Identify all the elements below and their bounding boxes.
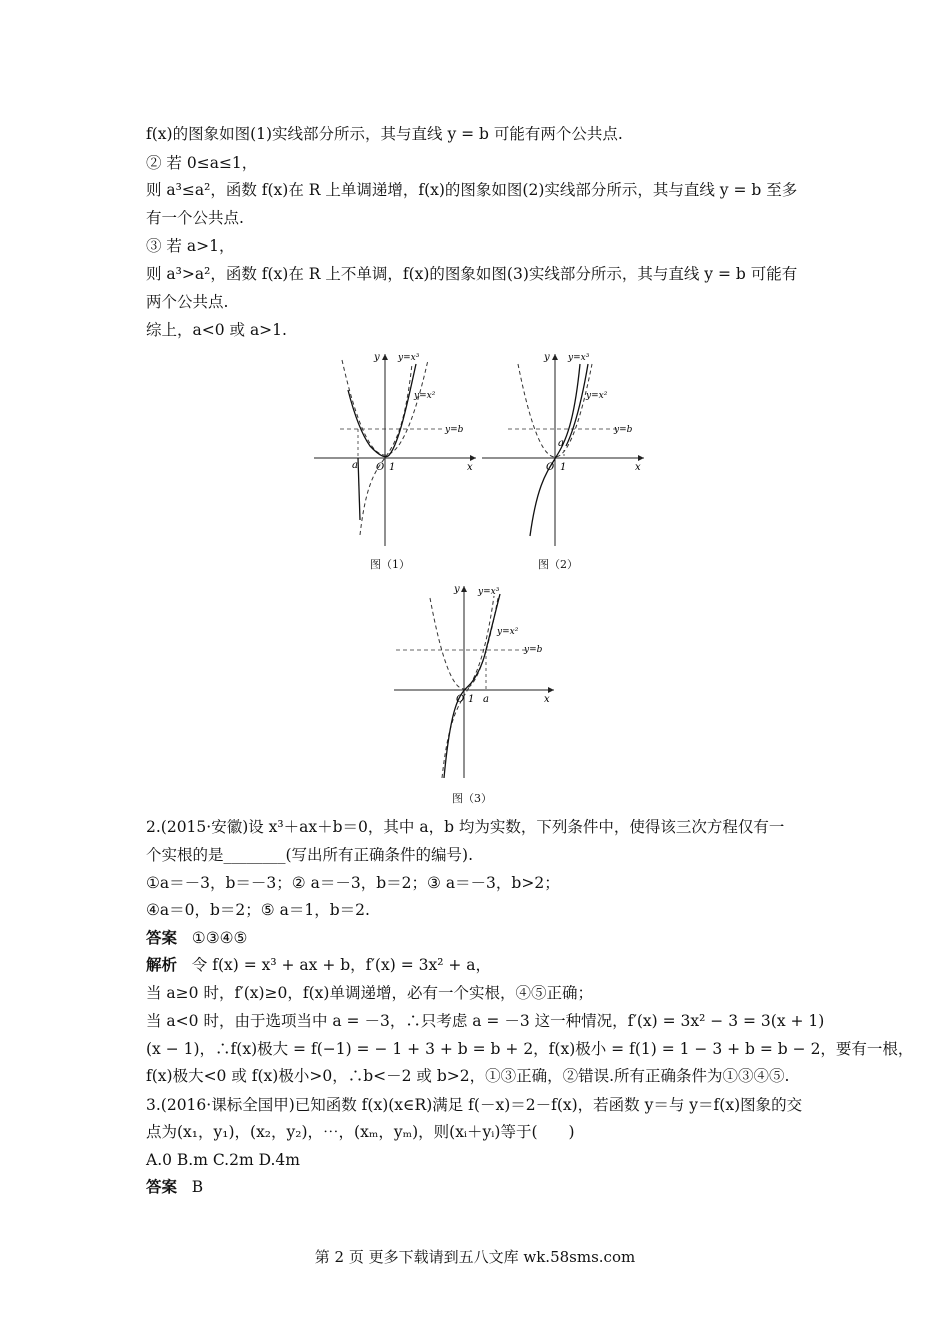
origin-label: O: [546, 462, 555, 473]
caption-figure-1: 图（1）: [370, 558, 410, 571]
text-line: 则 a³≤a²，函数 f(x)在 R 上单调递增，f(x)的图象如图(2)实线部分所示，其与直线 y = b 至多: [146, 181, 798, 199]
cube-curve-label: y=x³: [568, 353, 590, 363]
line-b-label: y=b: [445, 425, 464, 435]
x-axis-label: x: [544, 694, 550, 705]
square-curve-label: y=x²: [586, 391, 608, 401]
text-line: ② 若 0≤a≤1，: [146, 154, 258, 172]
square-curve-label: y=x²: [497, 627, 519, 637]
analysis-text: f(x)极大<0 或 f(x)极小>0，∴b<－2 或 b>2，①③正确，②错误.所有正确条件为①③④⑤.: [146, 1067, 790, 1085]
tick-one-label: 1: [560, 462, 567, 473]
caption-figure-2: 图（2）: [538, 558, 578, 571]
text-line: 综上，a<0 或 a>1.: [146, 321, 287, 339]
figure-2: [478, 350, 648, 550]
analysis-text: 当 a<0 时，由于选项当中 a = －3，∴只考虑 a = －3 这一种情况，f′(x) = 3x² − 3 = 3(x + 1): [146, 1012, 825, 1030]
problem-3-text: 点为(x₁，y₁)，(x₂，y₂)，⋯，(xₘ，yₘ)，则(xᵢ＋yᵢ)等于( ): [146, 1123, 575, 1141]
problem-2-options: ①a＝－3，b＝－3；② a＝－3，b＝2；③ a＝－3，b>2；: [146, 874, 560, 892]
y-axis-label: y: [544, 352, 550, 363]
x-axis-label: x: [635, 462, 641, 473]
analysis-label: 解析: [146, 955, 178, 974]
figure-1: [310, 350, 480, 550]
page-footer: 第 2 页 更多下载请到五八文库 wk.58sms.com: [314, 1248, 636, 1266]
square-curve-label: y=x²: [414, 391, 436, 401]
a-label: a: [483, 694, 489, 705]
origin-label: O: [456, 694, 465, 705]
a-label: a: [352, 460, 358, 471]
problem-2-text: 2.(2015·安徽)设 x³＋ax＋b＝0，其中 a，b 均为实数，下列条件中，使得该三次方程仅有一: [146, 818, 785, 836]
tick-one-label: 1: [468, 694, 475, 705]
text-line: 则 a³>a²，函数 f(x)在 R 上不单调，f(x)的图象如图(3)实线部分所示，其与直线 y = b 可能有: [146, 265, 798, 283]
problem-2-text: 个实根的是________(写出所有正确条件的编号).: [146, 846, 474, 864]
problem-3-text: 3.(2016·课标全国甲)已知函数 f(x)(x∈R)满足 f(－x)＝2－f(x)，若函数 y＝与 y＝f(x)图象的交: [146, 1096, 803, 1114]
text-line: ③ 若 a>1，: [146, 237, 235, 255]
problem-3-answer: [146, 1177, 203, 1197]
answer-label: 答案: [146, 1177, 178, 1196]
y-axis-label: y: [454, 584, 460, 595]
figure-3: [392, 582, 562, 782]
analysis-text: (x − 1)，∴f(x)极大 = f(−1) = − 1 + 3 + b = b + 2，f(x)极小 = f(1) = 1 − 3 + b = b − 2，要有一根，: [146, 1040, 914, 1058]
a-label: a: [558, 438, 564, 449]
answer-value: B: [191, 1178, 204, 1196]
line-b-label: y=b: [614, 425, 633, 435]
tick-one-label: 1: [389, 462, 396, 473]
cube-curve-label: y=x³: [398, 353, 420, 363]
cube-curve-label: y=x³: [478, 587, 500, 597]
y-axis-label: y: [374, 352, 380, 363]
line-b-label: y=b: [524, 645, 543, 655]
problem-2-analysis: [146, 955, 491, 975]
problem-3-options: A.0 B.m C.2m D.4m: [146, 1151, 300, 1169]
caption-figure-3: 图（3）: [452, 792, 492, 805]
problem-2-answer: [146, 928, 247, 948]
answer-value: ①③④⑤: [191, 929, 248, 947]
origin-label: O: [376, 462, 385, 473]
answer-label: 答案: [146, 928, 178, 947]
text-line: 有一个公共点.: [146, 209, 244, 227]
analysis-text: 令 f(x) = x³ + ax + b，f′(x) = 3x² + a，: [191, 956, 492, 974]
text-line: 两个公共点.: [146, 293, 229, 311]
analysis-text: 当 a≥0 时，f′(x)≥0，f(x)单调递增，必有一个实根，④⑤正确；: [146, 984, 593, 1002]
problem-2-options: ④a＝0，b＝2；⑤ a＝1，b＝2.: [146, 901, 370, 919]
x-axis-label: x: [467, 462, 473, 473]
text-line: f(x)的图象如图(1)实线部分所示，其与直线 y = b 可能有两个公共点.: [146, 125, 623, 143]
